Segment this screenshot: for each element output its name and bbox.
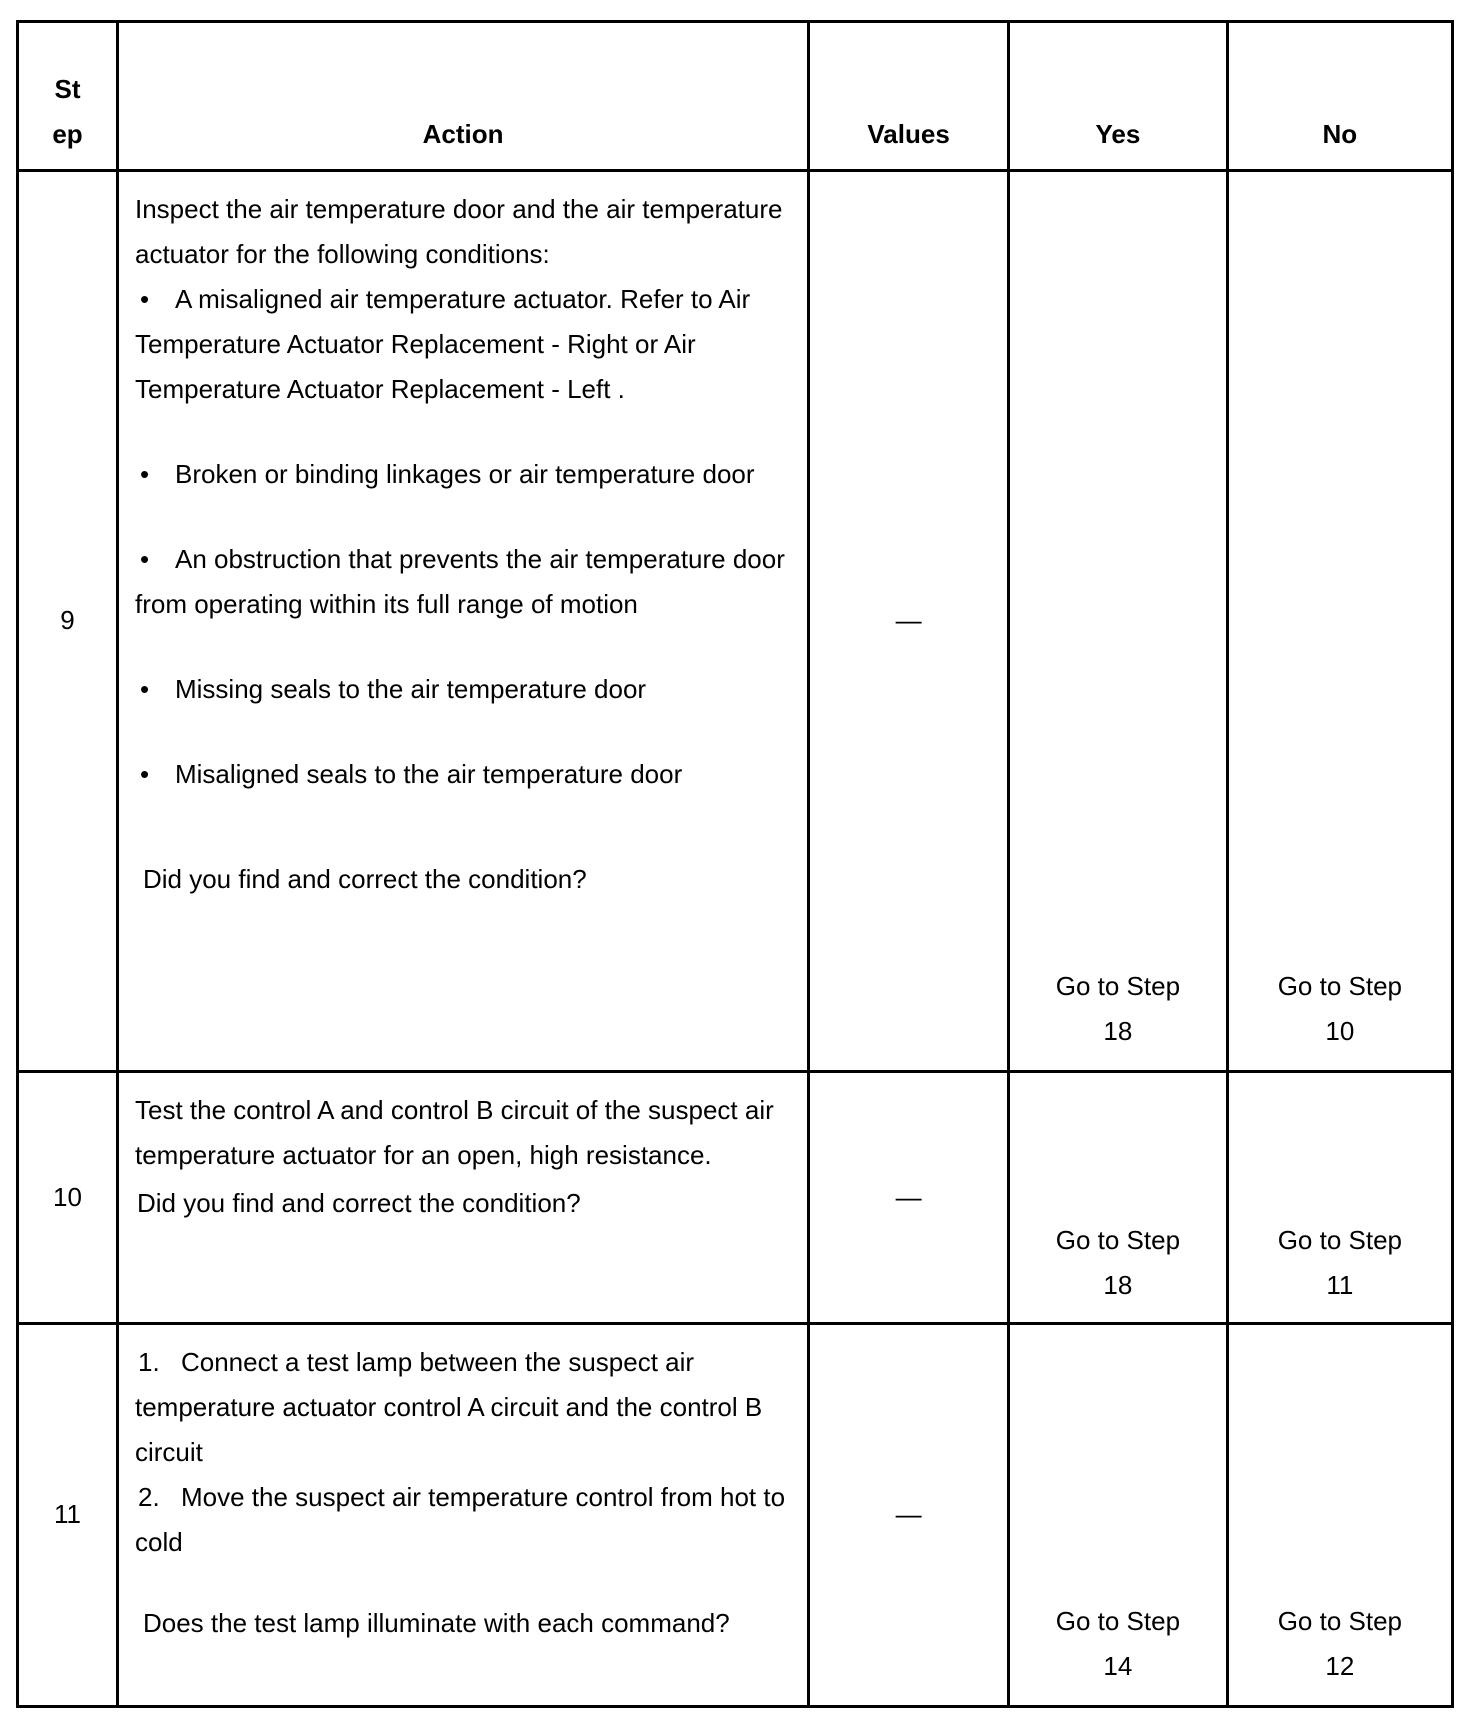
- header-action: Action: [117, 22, 808, 171]
- action-cell: [117, 1323, 808, 1706]
- action-cell: [117, 1071, 808, 1323]
- numbered-item: [135, 1340, 789, 1475]
- header-step: [18, 22, 118, 171]
- step-number: 9: [18, 170, 118, 1071]
- values-cell: —: [809, 1071, 1009, 1323]
- header-step-line1: St: [54, 73, 81, 104]
- bullet-mark: •: [139, 283, 150, 314]
- numbered-item: [135, 1475, 789, 1565]
- bullet-mark: •: [139, 673, 150, 704]
- item-number: 1.: [137, 1346, 160, 1377]
- bullet-text: A misaligned air temperature actuator. Refer to Air Temperature Actuator Replacement - Right or Air Temperature Actuator Replacement - Left .: [134, 283, 751, 404]
- bullet-item: [135, 452, 789, 497]
- item-text: Connect a test lamp between the suspect air temperature actuator control A circuit and the control B circuit: [134, 1346, 763, 1467]
- no-goto: Go to Step 11: [1277, 1224, 1403, 1300]
- no-cell: [1227, 1071, 1452, 1323]
- bullet-text: An obstruction that prevents the air temperature door from operating within its full range of motion: [134, 543, 785, 619]
- bullet-mark: •: [139, 758, 150, 789]
- header-step-line2: ep: [52, 118, 83, 149]
- bullet-text: Missing seals to the air temperature door: [174, 673, 647, 704]
- action-cell: [117, 170, 808, 1071]
- no-cell: [1227, 1323, 1452, 1706]
- header-no: No: [1227, 22, 1452, 171]
- yes-cell: [1009, 1323, 1228, 1706]
- yes-cell: [1009, 1071, 1228, 1323]
- action-intro: Inspect the air temperature door and the air temperature actuator for the following conditions:: [134, 193, 783, 269]
- no-cell: [1227, 170, 1452, 1071]
- table-row: [18, 170, 1453, 1071]
- yes-goto: Go to Step 18: [1055, 1224, 1181, 1300]
- bullet-mark: •: [139, 458, 150, 489]
- yes-goto: Go to Step 18: [1055, 970, 1181, 1046]
- bullet-item: [135, 537, 789, 627]
- action-question: Does the test lamp illuminate with each command?: [142, 1607, 730, 1638]
- action-question: Did you find and correct the condition?: [136, 1187, 581, 1218]
- table-row: [18, 1071, 1453, 1323]
- values-cell: —: [809, 1323, 1009, 1706]
- bullet-item: [135, 667, 789, 712]
- diagnostic-table: [16, 20, 1454, 1708]
- item-number: 2.: [137, 1481, 160, 1512]
- step-number: 11: [18, 1323, 118, 1706]
- no-goto: Go to Step 12: [1277, 1606, 1403, 1681]
- header-values: Values: [809, 22, 1009, 171]
- item-text: Move the suspect air temperature control from hot to cold: [134, 1481, 786, 1557]
- yes-goto: Go to Step 14: [1055, 1606, 1181, 1681]
- values-cell: —: [809, 170, 1009, 1071]
- bullet-text: Broken or binding linkages or air temperature door: [174, 458, 755, 489]
- action-intro: Test the control A and control B circuit of the suspect air temperature actuator for an open, high resistance.: [134, 1094, 774, 1170]
- header-row: [18, 22, 1453, 171]
- no-goto: Go to Step 10: [1277, 970, 1403, 1046]
- bullet-mark: •: [139, 543, 150, 574]
- action-question: Did you find and correct the condition?: [142, 863, 587, 894]
- step-number: 10: [18, 1071, 118, 1323]
- header-yes: Yes: [1009, 22, 1228, 171]
- bullet-item: [135, 277, 789, 412]
- table-row: [18, 1323, 1453, 1706]
- bullet-text: Misaligned seals to the air temperature door: [174, 758, 683, 789]
- yes-cell: [1009, 170, 1228, 1071]
- bullet-item: [135, 752, 789, 797]
